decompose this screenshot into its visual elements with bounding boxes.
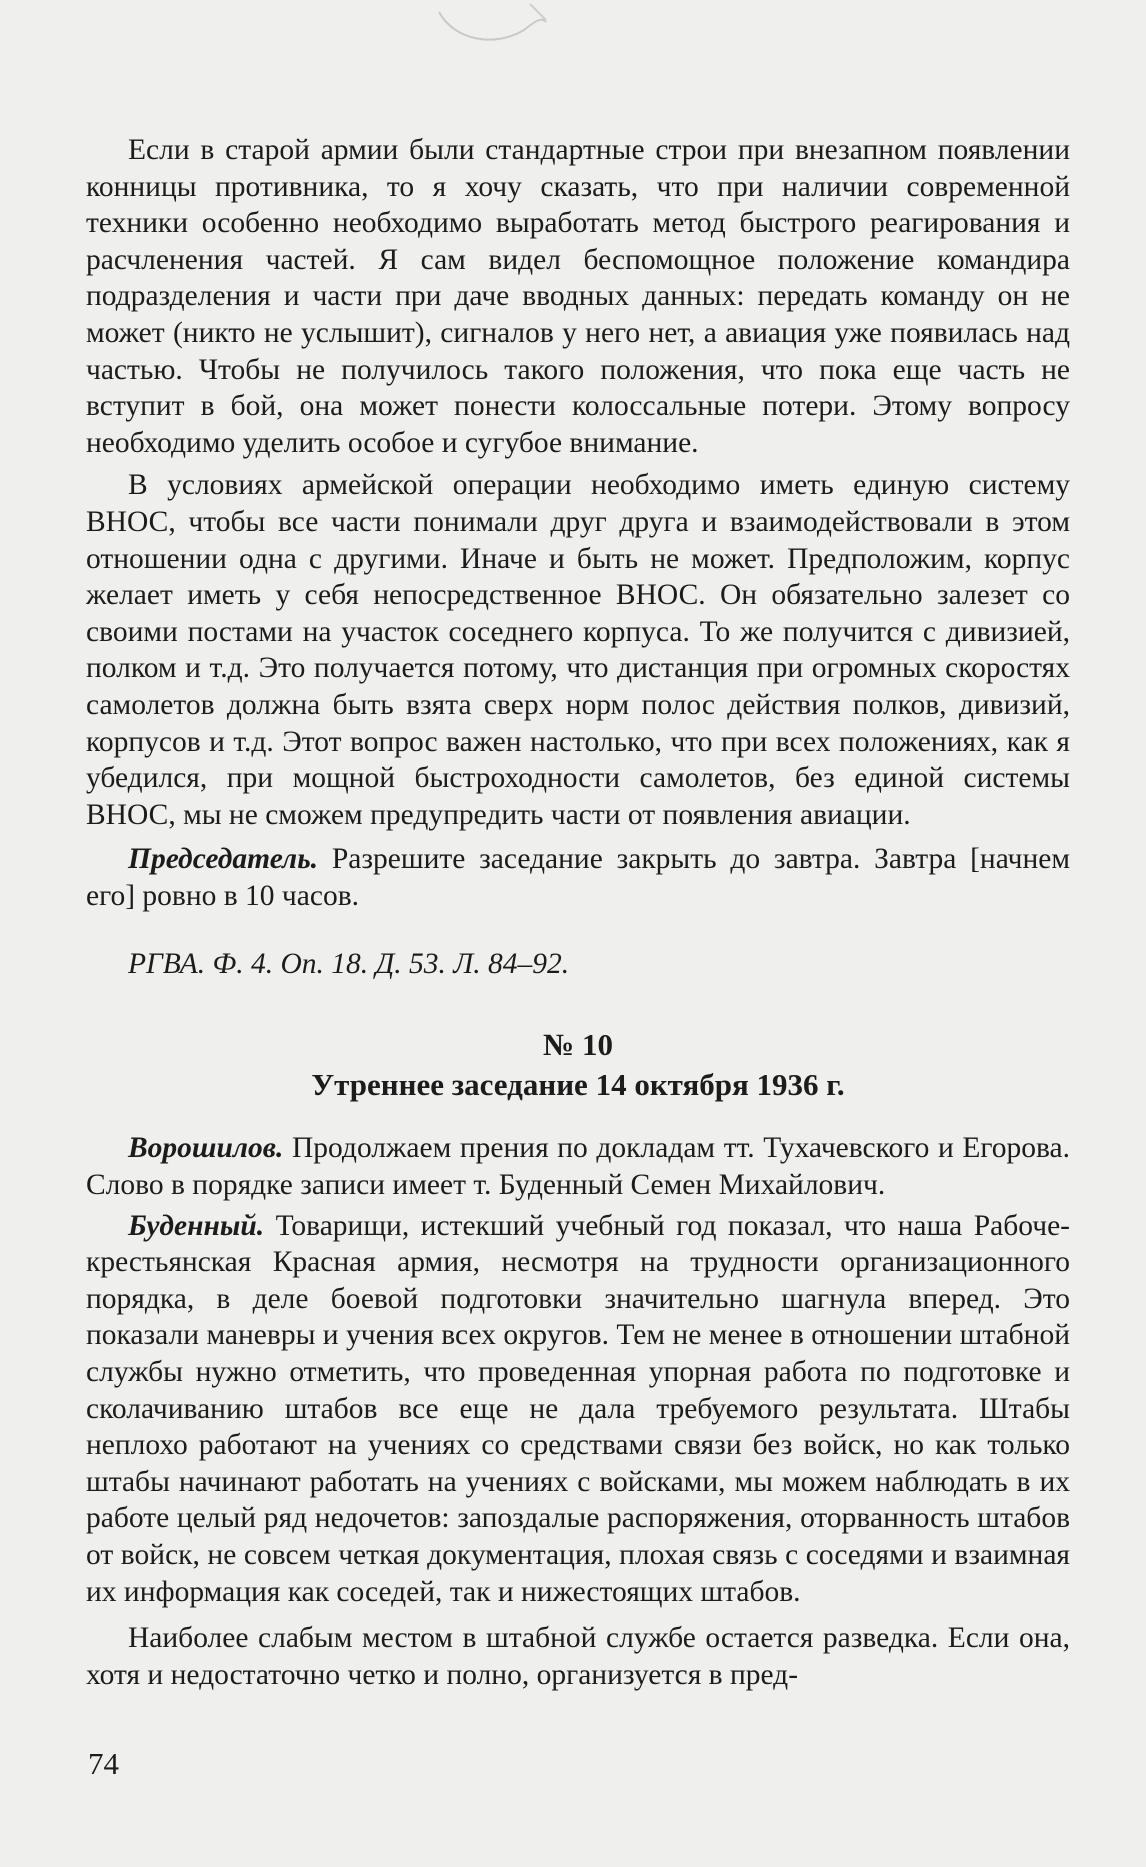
archive-source: РГВА. Ф. 4. Оп. 18. Д. 53. Л. 84–92. <box>128 948 570 981</box>
page-number: 74 <box>88 1746 119 1781</box>
budenny-speech <box>86 1208 1070 1611</box>
document-heading <box>86 1026 1070 1104</box>
speaker-name: Председатель. <box>128 843 319 876</box>
document-title: Утреннее заседание 14 октября 1936 г. <box>311 1067 845 1103</box>
paragraph: Наиболее слабым местом в штабной службе остается разведка. Если она, хотя и недостаточно четко и полно, организуется в пред- <box>86 1622 1070 1691</box>
speaker-name: Ворошилов. <box>128 1132 284 1165</box>
document-number: № 10 <box>543 1027 613 1063</box>
document-page <box>86 132 1070 1693</box>
chairman-remark <box>86 841 1070 914</box>
bleed-through-mark <box>434 0 564 60</box>
remark-text: Разрешите заседание закрыть до завтра. Завтра [начнем его] ровно в 10 часов. <box>86 843 1070 912</box>
paragraph: В условиях армейской операции необходимо иметь единую систему ВНОС, чтобы все части понимали друг друга и взаимодействовали в этом отношении одна с другими. Иначе и быть не может. Предположим, корпус желает иметь у себя непосредственное ВНОС. Он обязательно залезет со своими постами на участок соседнего корпуса. То же получится с дивизией, полком и т.д. Это получается потому, что дистанция при огромных скоростях самолетов должна быть взята сверх норм полос действия полков, дивизий, корпусов и т.д. Этот вопрос важен настолько, что при всех положениях, как я убедился, при мощной быстроходности самолетов, без единой системы ВНОС, мы не сможем предупредить части от появления авиации. <box>86 469 1070 831</box>
voroshilov-remark <box>86 1130 1070 1203</box>
speech-text: Товарищи, истекший учебный год показал, что наша Рабоче-крестьянская Красная армия, несмотря на трудности организационного порядка, в деле боевой подготовки значительно шагнула вперед. Это показали маневры и учения всех округов. Тем не менее в отношении штабной службы нужно отметить, что проведенная упорная работа по подготовке и сколачиванию штабов все еще не дала требуемого результата. Штабы неплохо работают на учениях со средствами связи без войск, но как только штабы начинают работать на учениях с войсками, мы можем наблюдать в их работе целый ряд недочетов: запоздалые распоряжения, оторванность штабов от войск, не совсем четкая документация, плохая связь с соседями и взаимная их информация как соседей, так и нижестоящих штабов. <box>86 1209 1070 1608</box>
speaker-name: Буденный. <box>128 1209 265 1242</box>
remark-text: Продолжаем прения по докладам тт. Тухачевского и Егорова. Слово в порядке записи имеет т. Буденный Семен Михайлович. <box>86 1132 1070 1202</box>
paragraph: Если в старой армии были стандартные строи при внезапном появлении конницы противника, то я хочу сказать, что при наличии современной техники особенно необходимо выработать метод быстрого реагирования и расчленения частей. Я сам видел беспомощное положение командира подразделения и части при даче вводных данных: передать команду он не может (никто не услышит), сигналов у него нет, а авиация уже появилась над частью. Чтобы не получилось такого положения, что пока еще часть не вступит в бой, она может понести колоссальные потери. Этому вопросу необходимо уделить особое и сугубое внимание. <box>86 134 1070 459</box>
